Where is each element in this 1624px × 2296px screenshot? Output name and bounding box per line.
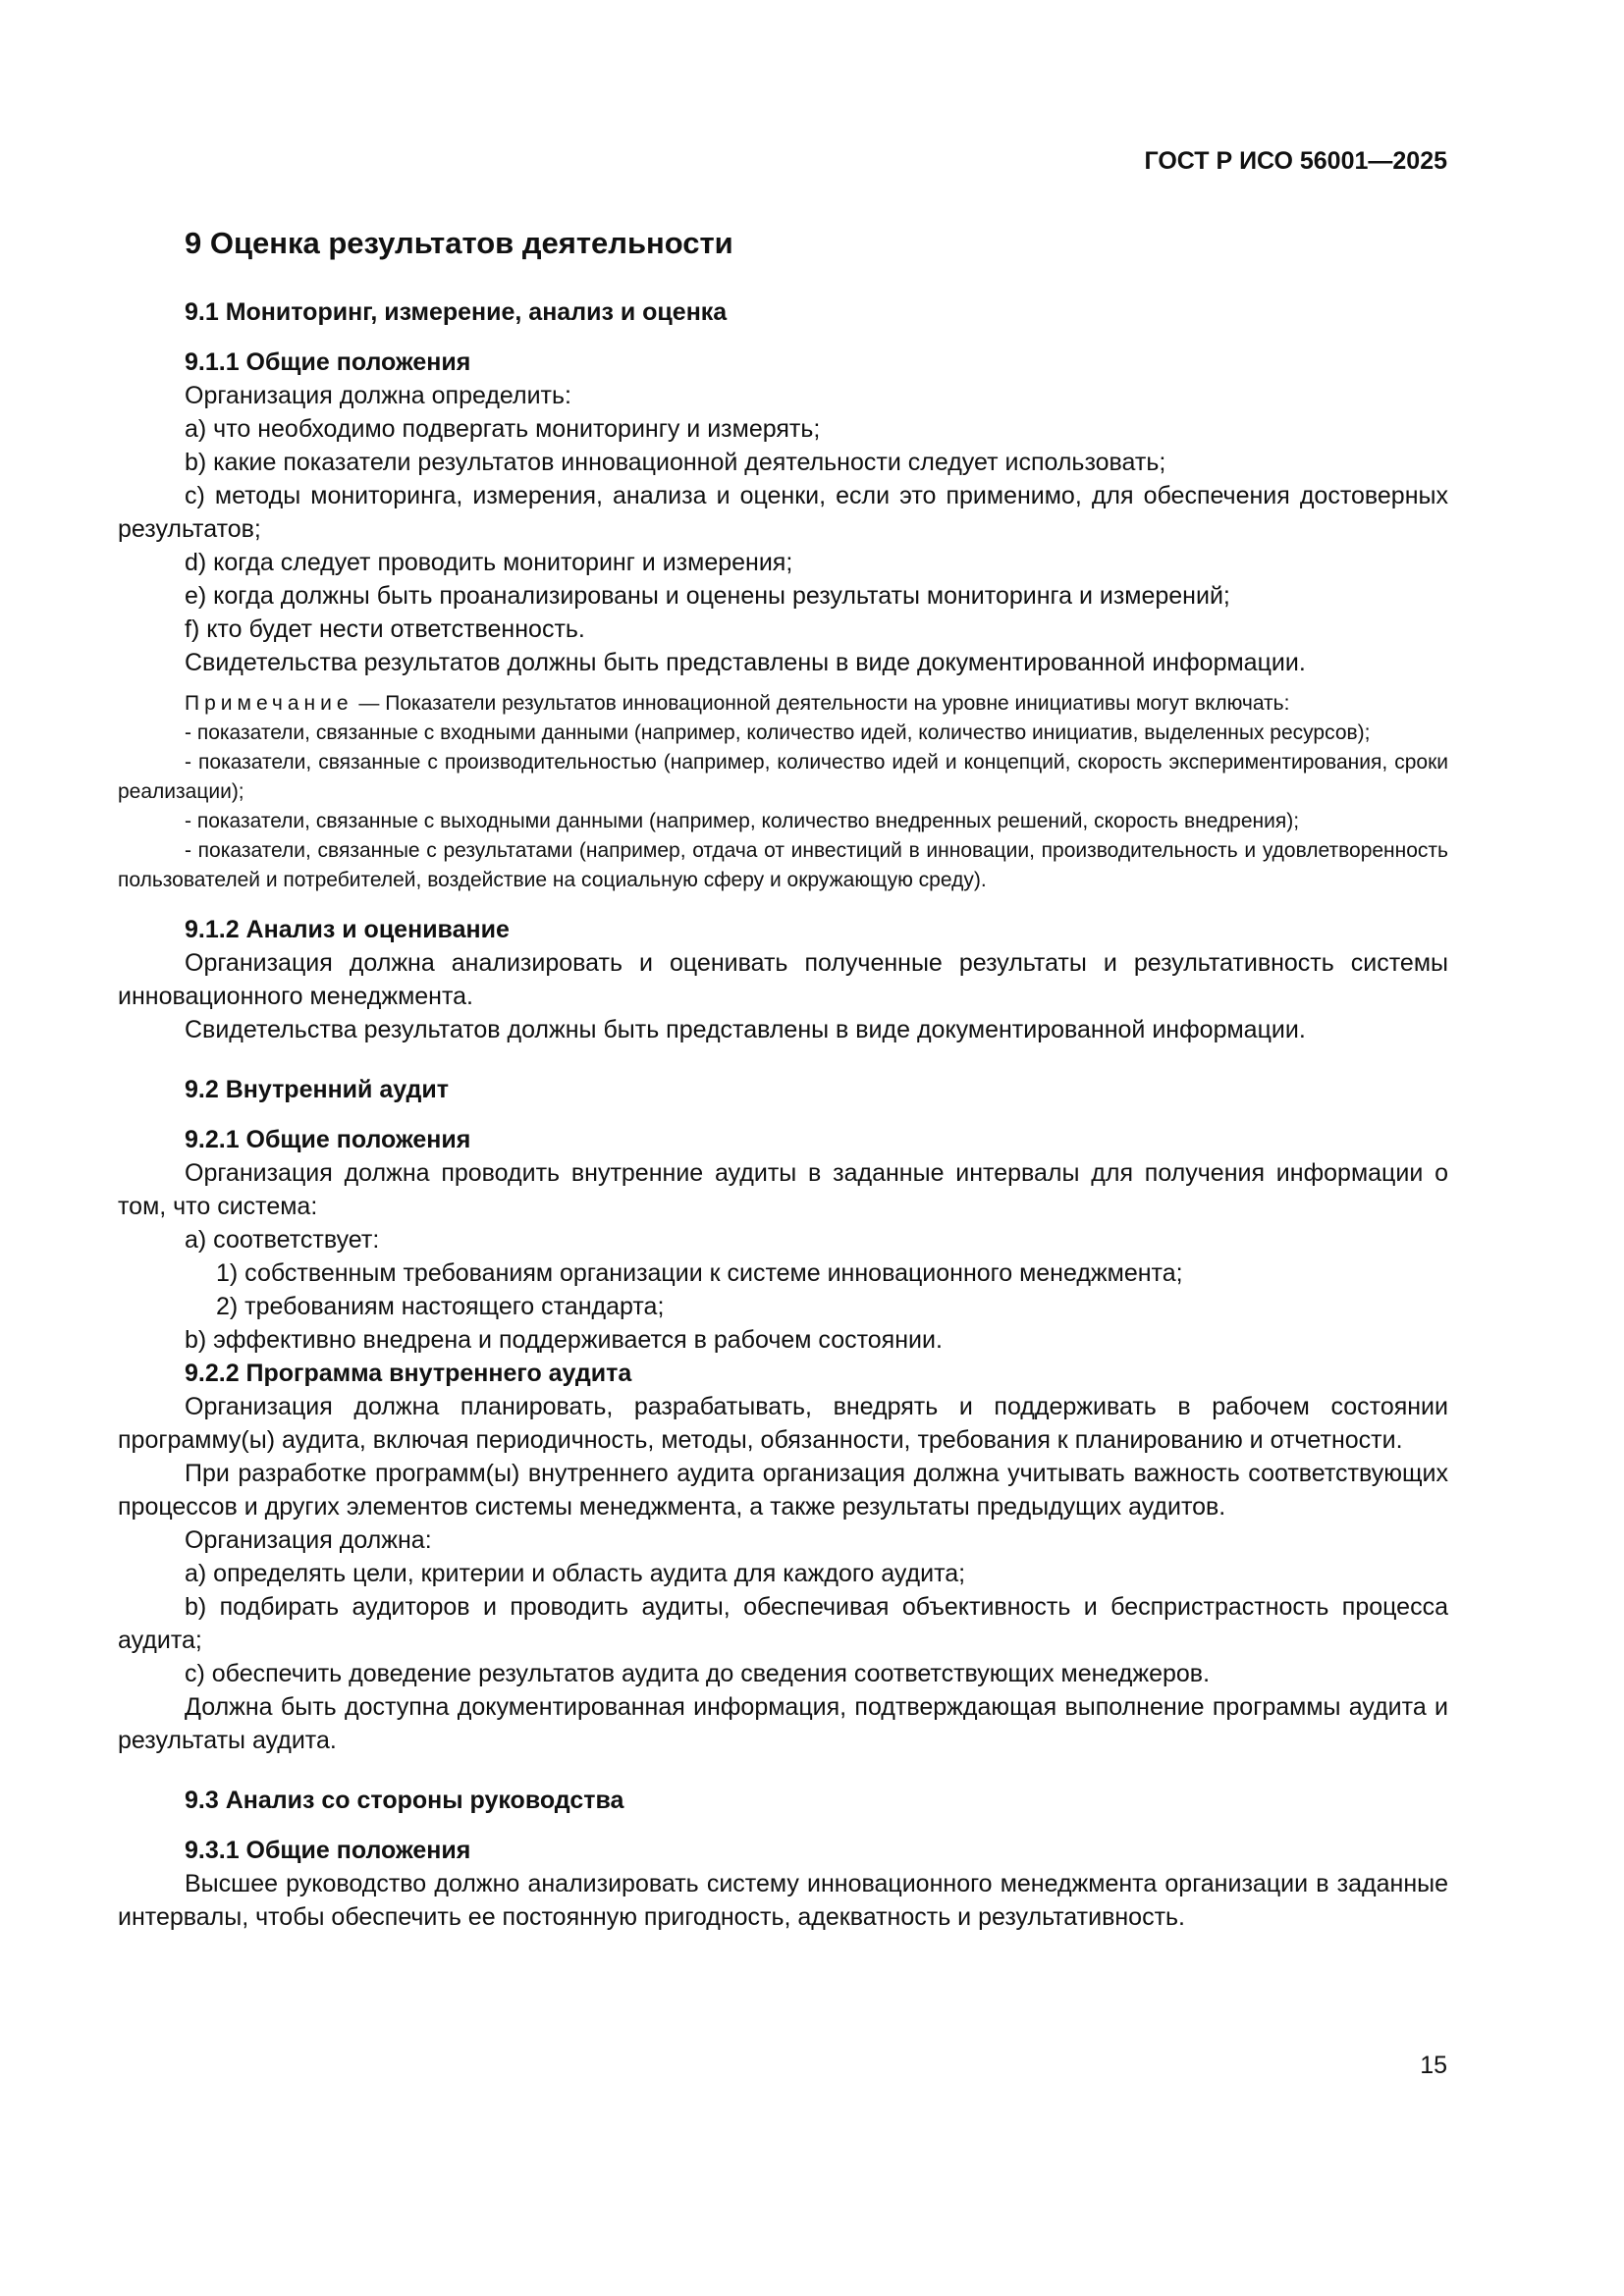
paragraph: При разработке программ(ы) внутреннего аудита организация должна учитывать важность соответствующих процессов и других элементов системы менеджмента, а также результаты предыдущих аудитов. xyxy=(118,1460,1448,1521)
section-9-1-2-title: 9.1.2 Анализ и оценивание xyxy=(185,916,510,943)
section-9-2-2-title: 9.2.2 Программа внутреннего аудита xyxy=(185,1360,632,1387)
page-content xyxy=(118,224,1448,1934)
note-item: - показатели, связанные с входными данными (например, количество идей, количество инициатив, выделенных ресурсов); xyxy=(185,721,1371,744)
section-9-2-1-title: 9.2.1 Общие положения xyxy=(185,1126,471,1153)
note xyxy=(118,689,1448,719)
paragraph: Должна быть доступна документированная информация, подтверждающая выполнение программы аудита и результаты аудита. xyxy=(118,1693,1448,1754)
section-9-3-1-title: 9.3.1 Общие положения xyxy=(185,1837,471,1864)
paragraph: Организация должна: xyxy=(185,1526,432,1554)
section-9-1-1-title: 9.1.1 Общие положения xyxy=(185,348,471,376)
note-item: - показатели, связанные с выходными данными (например, количество внедренных решений, скорость внедрения); xyxy=(185,810,1300,832)
paragraph: Свидетельства результатов должны быть представлены в виде документированной информации. xyxy=(185,649,1306,676)
document-id: ГОСТ Р ИСО 56001—2025 xyxy=(1144,147,1447,175)
note-text: — Показатели результатов инновационной деятельности на уровне инициативы могут включать: xyxy=(352,692,1290,715)
list-item: c) обеспечить доведение результатов аудита до сведения соответствующих менеджеров. xyxy=(185,1660,1211,1687)
list-item: e) когда должны быть проанализированы и оценены результаты мониторинга и измерений; xyxy=(185,582,1230,610)
list-item: a) определять цели, критерии и область аудита для каждого аудита; xyxy=(185,1560,966,1587)
paragraph: Организация должна определить: xyxy=(185,382,571,409)
list-item: b) какие показатели результатов инновационной деятельности следует использовать; xyxy=(185,449,1166,476)
page-number: 15 xyxy=(1420,2052,1447,2079)
list-item: a) соответствует: xyxy=(185,1226,380,1254)
note-item: - показатели, связанные с результатами (например, отдача от инвестиций в инновации, производительность и удовлетворенность пользователей и потребителей, воздействие на социальную сферу и окружающую среду). xyxy=(118,839,1448,891)
paragraph: Организация должна проводить внутренние аудиты в заданные интервалы для получения информации о том, что система: xyxy=(118,1159,1448,1220)
note-item: - показатели, связанные с производительностью (например, количество идей и концепций, скорость экспериментирования, сроки реализации); xyxy=(118,751,1448,803)
sub-list-item: 2) требованиям настоящего стандарта; xyxy=(216,1293,665,1320)
sub-list-item: 1) собственным требованиям организации к системе инновационного менеджмента; xyxy=(216,1259,1183,1287)
paragraph: Свидетельства результатов должны быть представлены в виде документированной информации. xyxy=(185,1016,1306,1043)
section-9-title: 9 Оценка результатов деятельности xyxy=(185,226,733,260)
list-item: b) подбирать аудиторов и проводить аудиты, обеспечивая объективность и беспристрастность процесса аудита; xyxy=(118,1593,1448,1654)
list-item: f) кто будет нести ответственность. xyxy=(185,615,585,643)
section-9-3-title: 9.3 Анализ со стороны руководства xyxy=(185,1787,624,1814)
paragraph: Высшее руководство должно анализировать систему инновационного менеджмента организации в заданные интервалы, чтобы обеспечить ее постоянную пригодность, адекватность и результативность. xyxy=(118,1870,1448,1931)
list-item: a) что необходимо подвергать мониторингу и измерять; xyxy=(185,415,821,443)
paragraph: Организация должна планировать, разрабатывать, внедрять и поддерживать в рабочем состоянии программу(ы) аудита, включая периодичность, методы, обязанности, требования к планированию и отчетности. xyxy=(118,1393,1448,1454)
list-item: d) когда следует проводить мониторинг и измерения; xyxy=(185,549,793,576)
list-item: c) методы мониторинга, измерения, анализа и оценки, если это применимо, для обеспечения достоверных результатов; xyxy=(118,482,1448,543)
note-label: Примечание xyxy=(185,692,353,715)
paragraph: Организация должна анализировать и оценивать полученные результаты и результативность системы инновационного менеджмента. xyxy=(118,949,1448,1010)
section-9-1-title: 9.1 Мониторинг, измерение, анализ и оценка xyxy=(185,298,728,326)
section-9-2-title: 9.2 Внутренний аудит xyxy=(185,1076,450,1103)
list-item: b) эффективно внедрена и поддерживается в рабочем состоянии. xyxy=(185,1326,943,1354)
